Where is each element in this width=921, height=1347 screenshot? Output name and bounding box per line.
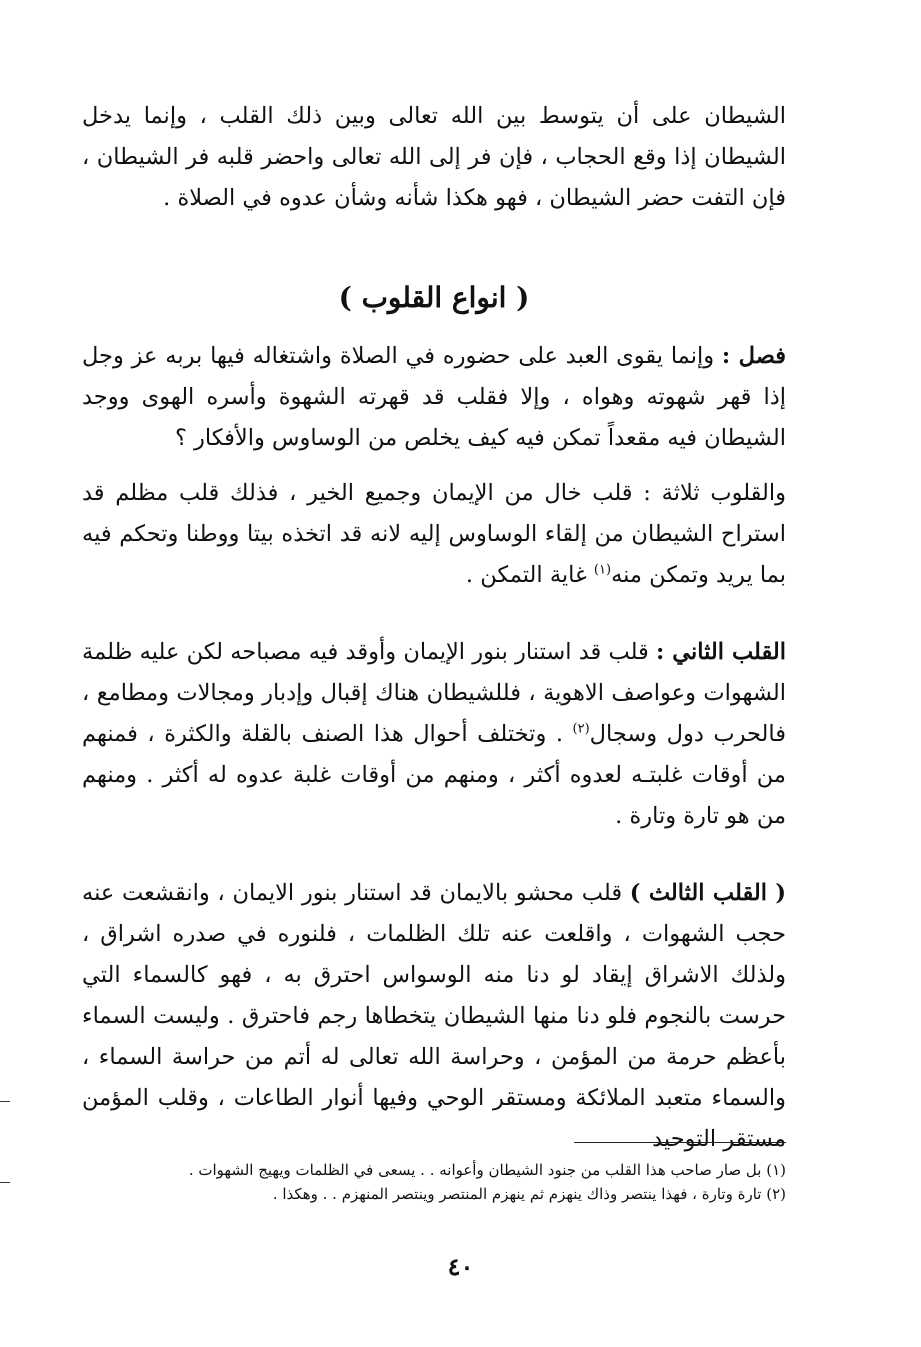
scan-edge-mark [0,1182,10,1183]
footnotes [100,1158,786,1206]
heart-types-text: والقلوب ثلاثة : قلب خال من الإيمان وجميع الخير ، فذلك قلب مظلم قد استراح الشيطان من إلقاء الوساوس إليه لانه قد اتخذه بيتا ووطنا وتحكم فيه بما يريد وتمكن منه [82,480,786,588]
intro-block [82,96,786,219]
third-heart-paragraph [82,873,786,1160]
footnote-2: (٢) تارة وتارة ، فهذا ينتصر وذاك ينهزم ثم ينهزم المنتصر وينتصر المنهزم . . وهكذا . [272,1185,786,1203]
footnote-ref-1: (١) [593,562,612,578]
page-number: ٤٠ [447,1252,474,1281]
second-heart-text-b: . وتختلف أحوال هذا الصنف بالقلة والكثرة ، فمنهم من أوقات غلبتـه لعدوه أكثر ، ومنهم من أوقات غلبة عدوه له أكثر . ومنهم من هو تارة وتارة . [82,721,786,829]
fasl-label: فصل : [721,343,786,369]
footnote-separator [574,1142,786,1143]
scan-edge-mark [0,1101,10,1102]
second-heart-text-a: قلب قد استنار بنور الإيمان وأوقد فيه مصباحه لكن عليه ظلمة الشهوات وعواصف الاهوية ، فللشيطان هناك إقبال وإدبار ومجالات ومطامع ، فالحرب دول وسجال [82,639,786,747]
fasl-paragraph [82,336,786,459]
footnote-1: (١) بل صار صاحب هذا القلب من جنود الشيطان وأعوانه . . يسعى في الظلمات ويهيج الشهوات . [188,1161,786,1179]
third-heart-label: ( القلب الثالث ) [629,880,786,906]
second-heart-label: القلب الثاني : [656,639,786,665]
fasl-text: وإنما يقوى العبد على حضوره في الصلاة واشتغاله فيها بربه عز وجل إذا قهر شهوته وهواه ، وإلا فقلب قد قهرته الشهوة وأسره الهوى ووجد الشيطان فيه مقعداً تمكن فيه كيف يخلص من الوساوس والأفكار ؟ [82,343,786,451]
intro-paragraph: الشيطان على أن يتوسط بين الله تعالى وبين ذلك القلب ، وإنما يدخل الشيطان إذا وقع الحجاب ، فإن فر إلى الله تعالى واحضر قلبه فر الشيطان ، فإن التفت حضر الشيطان ، فهو هكذا شأنه وشأن عدوه في الصلاة . [82,103,786,211]
heart-types-paragraph [82,473,786,596]
footnote-ref-2: (٢) [572,721,590,737]
section-heading: ( انواع القلوب ) [338,281,530,314]
heart-types-end: غاية التمكن . [465,562,594,588]
third-heart-text: قلب محشو بالايمان قد استنار بنور الايمان ، وانقشعت عنه حجب الشهوات ، واقلعت عنه تلك الظلمات ، فلنوره في صدره اشراق ، ولذلك الاشراق إيقاد لو دنا منه الوسواس احترق به ، فهو كالسماء التي حرست بالنجوم فلو دنا منها الشيطان يتخطاها رجم فاحترق . وليست السماء بأعظم حرمة من المؤمن ، وحراسة الله تعالى له أتم من حراسة السماء ، والسماء متعبد الملائكة ومستقر الوحي وفيها أنوار الطاعات ، وقلب المؤمن مستقر التوحيد [82,880,786,1152]
second-heart-paragraph [82,632,786,837]
main-body [82,336,786,1160]
